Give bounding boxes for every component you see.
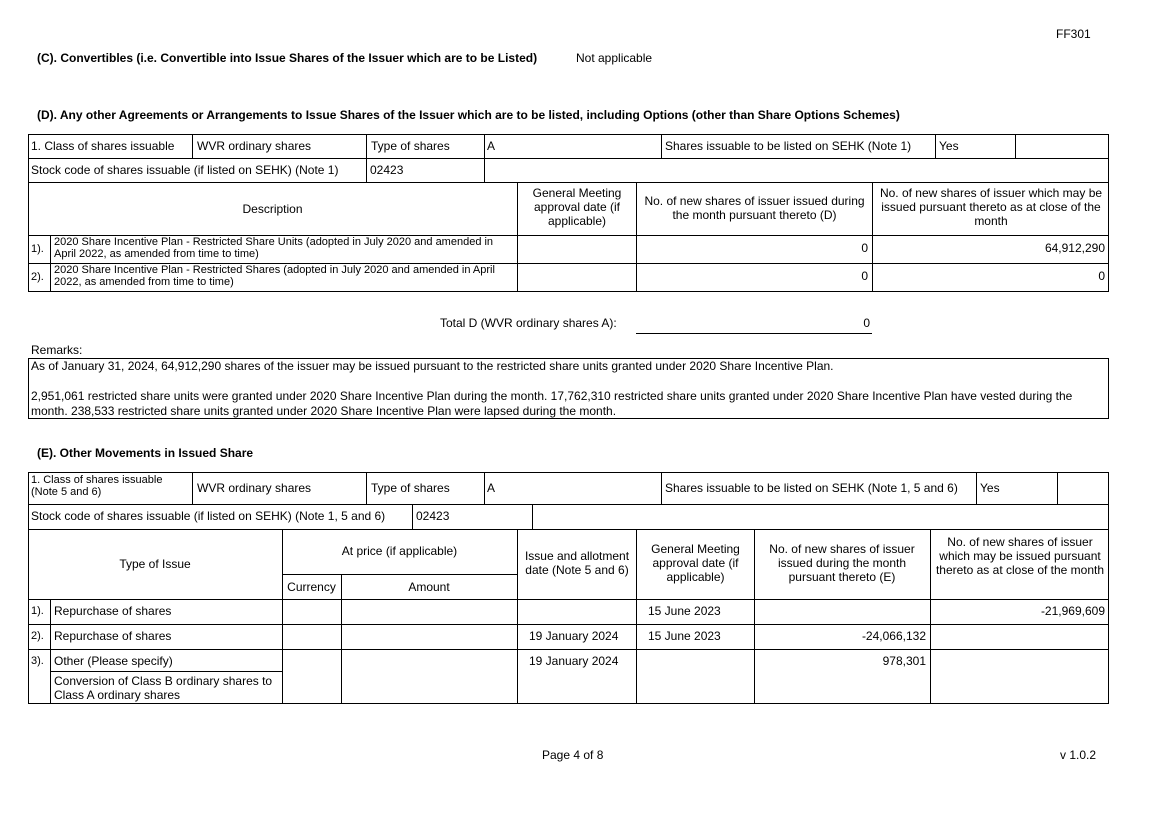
e-stock-code-label: Stock code of shares issuable (if listed on SEHK) (Note 1, 5 and 6) xyxy=(31,509,386,523)
d-header-gm: General Meeting approval date (if applicable) xyxy=(532,186,622,228)
d-row-2-issued: 0 xyxy=(861,269,868,283)
e-row-2-gm: 15 June 2023 xyxy=(648,629,721,643)
e-listed-label: Shares issuable to be listed on SEHK (Note 1, 5 and 6) xyxy=(665,481,958,495)
form-code: FF301 xyxy=(1056,27,1091,41)
remarks-label: Remarks: xyxy=(31,343,83,357)
d-row-2-num: 2). xyxy=(31,271,44,283)
d-row-1-desc: 2020 Share Incentive Plan - Restricted Share Units (adopted in July 2020 and amended in April 2022, as amended from time to time) xyxy=(54,236,494,260)
d-total-value: 0 xyxy=(863,316,870,330)
e-row-2-num: 2). xyxy=(31,630,44,642)
e-header-currency: Currency xyxy=(287,580,336,594)
section-d-heading: (D). Any other Agreements or Arrangements to Issue Shares of the Issuer which are to be listed, including Options (other than Share Options Schemes) xyxy=(37,108,900,122)
d-total-label: Total D (WVR ordinary shares A): xyxy=(440,316,617,330)
e-listed-value: Yes xyxy=(980,481,1000,495)
d-header-issued: No. of new shares of issuer issued during the month pursuant thereto (D) xyxy=(644,194,865,222)
d-type-value: A xyxy=(487,139,496,153)
e-row-1-may-issue: -21,969,609 xyxy=(1040,604,1105,618)
e-row-3-type: Other (Please specify) xyxy=(54,654,173,668)
e-header-may-issue: No. of new shares of issuer which may be issued pursuant thereto as at close of the month xyxy=(935,535,1105,577)
section-e-table xyxy=(28,472,1109,704)
d-row-1-issued: 0 xyxy=(861,241,868,255)
d-row-2-may-issue: 0 xyxy=(1098,269,1105,283)
remarks-line-2: 2,951,061 restricted share units were granted under 2020 Share Incentive Plan during the month. 17,762,310 restricted share units granted under 2020 Share Incentive Plan have vested during the month. 238,533 restricted share units granted under 2020 Share Incentive Plan were lapsed during the month. xyxy=(31,389,1073,418)
page-number: Page 4 of 8 xyxy=(542,748,604,762)
section-c-value: Not applicable xyxy=(576,51,653,65)
e-row-3-note: Conversion of Class B ordinary shares to Class A ordinary shares xyxy=(54,674,273,702)
e-row-2-issue-date: 19 January 2024 xyxy=(529,629,619,643)
section-c-heading: (C). Convertibles (i.e. Convertible into Issue Shares of the Issuer which are to be Listed) xyxy=(37,51,538,65)
e-header-at-price: At price (if applicable) xyxy=(341,544,458,558)
section-e-heading: (E). Other Movements in Issued Share xyxy=(37,446,254,460)
e-row-3-num: 3). xyxy=(31,655,44,667)
remarks-line-1: As of January 31, 2024, 64,912,290 shares of the issuer may be issued pursuant to the restricted share units granted under 2020 Share Incentive Plan. xyxy=(31,359,834,373)
e-class-label: 1. Class of shares issuable (Note 5 and 6) xyxy=(31,474,163,498)
d-header-may-issue: No. of new shares of issuer which may be issued pursuant thereto as at close of the month xyxy=(879,186,1103,228)
e-type-value: A xyxy=(487,481,496,495)
d-class-label: 1. Class of shares issuable xyxy=(31,139,175,153)
version: v 1.0.2 xyxy=(1060,748,1097,762)
e-header-amount: Amount xyxy=(408,580,450,594)
e-header-issue-date: Issue and allotment date (Note 5 and 6) xyxy=(524,549,630,577)
d-stock-code-label: Stock code of shares issuable (if listed on SEHK) (Note 1) xyxy=(31,163,339,177)
d-listed-value: Yes xyxy=(939,139,959,153)
e-header-gm: General Meeting approval date (if applicable) xyxy=(651,542,740,584)
e-row-2-issued: -24,066,132 xyxy=(861,629,926,643)
e-header-type-of-issue: Type of Issue xyxy=(119,557,191,571)
d-row-2-desc: 2020 Share Incentive Plan - Restricted Shares (adopted in July 2020 and amended in April 2022, as amended from time to time) xyxy=(54,264,495,288)
d-header-description: Description xyxy=(242,202,303,216)
d-row-1-num: 1). xyxy=(31,243,44,255)
d-class-value: WVR ordinary shares xyxy=(197,139,312,153)
e-row-1-type: Repurchase of shares xyxy=(54,604,172,618)
d-type-label: Type of shares xyxy=(371,139,450,153)
d-row-1-may-issue: 64,912,290 xyxy=(1044,241,1105,255)
d-stock-code-value: 02423 xyxy=(370,163,404,177)
e-row-1-gm: 15 June 2023 xyxy=(648,604,721,618)
e-type-label: Type of shares xyxy=(371,481,450,495)
e-row-3-issue-date: 19 January 2024 xyxy=(529,654,619,668)
e-row-1-num: 1). xyxy=(31,605,44,617)
d-listed-label: Shares issuable to be listed on SEHK (Note 1) xyxy=(665,139,912,153)
e-class-value: WVR ordinary shares xyxy=(197,481,312,495)
e-row-2-type: Repurchase of shares xyxy=(54,629,172,643)
e-header-issued: No. of new shares of issuer issued during the month pursuant thereto (E) xyxy=(769,542,915,584)
e-stock-code-value: 02423 xyxy=(416,509,450,523)
e-row-3-issued: 978,301 xyxy=(882,654,926,668)
